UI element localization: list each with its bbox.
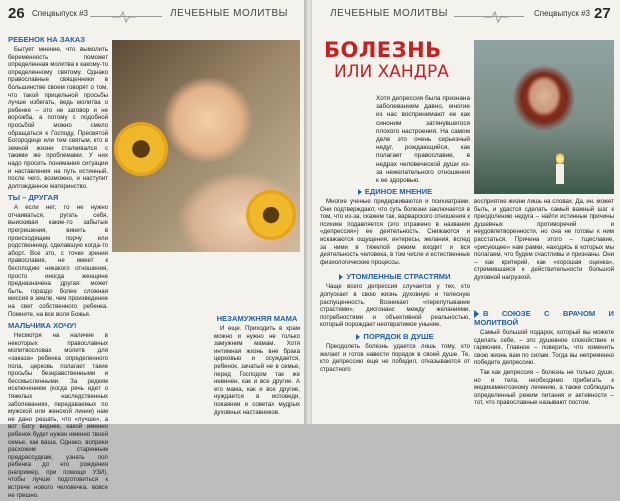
pulse-line-icon [112, 11, 136, 23]
candle-flame-image [556, 152, 564, 164]
woman-with-candle-photo [474, 40, 614, 194]
triangle-arrow-icon [474, 310, 479, 318]
section-heading: В СОЮЗЕ С ВРАЧОМ И МОЛИТВОЙ [474, 309, 614, 327]
paragraph: Несмотря на наличие в некоторых православных молитвословах молитв для «заказа» ребенка определенного пола, церковь полагает такие просьбы безнравственными и бессмысленными. За редким исключением (когда речь идет о тяжелых наследственных заболеваниях, передаваемых по мужской или женской линии) нам не дано решать, что «лучше», а вот Богу виднее, какой именно ребенок будет нужен именно твоей семье, как ваша. Однако, вопреки расхожим старинным предрассудкам, узнать пол ребенка до его рождения (например, при помощи УЗИ), чтобы лучше подготовиться к встрече нового человечка, вовсе не грешно. [8, 332, 109, 499]
left-issue-label: Спецвыпуск #3 [32, 9, 89, 18]
right-page-header [312, 0, 620, 26]
paragraph: Бытует мнение, что вымолить беременность поможет определенная молитва к какому-то определенному святому. Однако православные священники в большинстве своем говорят о том, что такой прицельной просьбы лучше избегать, ведь молитва о ребенке – это не заговор и не ворожба, а потому с подобной просьбой можно смело обращаться к Господу, Пресвятой Богородице или тем святым, кто в земной жизни сталкивался с такими же проблемами. У них надо просить понимания ситуации и наставления на путь истинный, после чего, возможно, и наступит долгожданное материнство. [8, 46, 108, 190]
section-heading: ЕДИНОЕ МНЕНИЕ [320, 187, 470, 196]
right-issue-label: Спецвыпуск #3 [534, 9, 591, 18]
section-heading: ТЫ – ДРУГАЯ [8, 193, 59, 203]
right-page-number: 27 [594, 5, 611, 22]
section-heading: НЕЗАМУЖНЯЯ МАМА [216, 314, 298, 323]
paragraph: Многие ученые придерживаются и психиатрами. Они подтверждают, что суть болезни заключается в том, что из-за, скажем так, варварского отношения к психике подавляется (это отражено в названии «депрессия») ее деятельность. Снижаются и искажаются ощущения, интересы, желания, вслед за ними в тяжелой режим входит и вся деятельность человека, в том числе и естественные физиологические процессы. [320, 198, 470, 266]
paragraph: А если нет, то не нужно отчаиваться, ругать себя, выискивая какие-то забытые прегрешения, винить в происходящем порчу или родственницу, сделавшую когда-то аборт. Все это, с точки зрения православия, не имеет к бесплодию никакого отношения, просто иногда женщине предназначена другая: может быть, гораздо более сложная миссия в земле, чем произведение на свет собственного ребенка. Помните, на все воля Божья. [8, 204, 108, 318]
lead-paragraph: Хотя депрессия была признана заболеванием давно, многие из нас воспринимают ее как синоним затянувшегося плохого настроения. На самом деле это очень серьезный недуг, рождающийся, как полагает православие, в недрах человеческой души из-за нежелательного отношения к ее здоровью. [376, 95, 470, 185]
left-page-number: 26 [8, 5, 25, 22]
left-category-label: ЛЕЧЕБНЫЕ МОЛИТВЫ [170, 8, 289, 19]
candle-image [556, 164, 564, 184]
paragraph: Преодолеть болезнь удается лишь тому, кто желает и готов навести порядок в своей душе. Те, кто депрессию еще не победил, отказываются от страстного [320, 342, 470, 373]
pulse-line-icon [484, 11, 508, 23]
paragraph: Так как депрессия – болезнь не только души, но и тела, необходимо прибегать к медикаментозному лечению, а также соблюдать определенный режим питания и активности – тот, что православные называют постом. [474, 368, 614, 407]
section-heading: ПОРЯДОК В ДУШЕ [320, 332, 470, 341]
paragraph: Самый большой подарок, который вы можете сделать себе, – это душевное спокойствие и гармония. Главное – поверить, что изменить свою жизнь вам по силам. Тогда вы непременно победите депрессию. [474, 329, 614, 367]
paragraph: И еще. Приходить в храм можно и нужно не только замужним мамам. Хотя интимная жизнь вне брака церковью и осуждается, ребенок, зачатый не в семье, перед Господом так же невинен, как и все другие. А его мама, как и все другие, нуждается в исповеди, покаянии и советах мудрых духовных наставников. [214, 325, 300, 416]
section-heading: РЕБЕНОК НА ЗАКАЗ [8, 35, 85, 44]
paragraph: Чаще всего депрессия случается у тех, кто допускает в свою жизнь духовную и телесную распущенность. Возникает «перепутывание страстями», дисгонанс между желаниями, потребностями и объективной реальностью, который порождает неотвратимое уныние. [320, 283, 470, 329]
left-column-3 [214, 256, 300, 418]
triangle-arrow-icon [356, 334, 360, 340]
triangle-arrow-icon [339, 274, 343, 280]
right-page [312, 0, 620, 424]
right-column-2-top: восприятие жизни лишь на словах. Да, ин. может быть, и удастся сделать самый важный шаг к преодолению недуга – найти истинные причины душевных противоречий и неудовлетворенности, но она не готовы к ним расстаться. Причина этого – тщеславие, «рисующее» нам рамки, находясь в которых мы полагаем, что будем счастливы и признаны. Они – как критерий, как «хорошая оценка», стремившаяся к действительности большой духовной нагрузкой. [474, 198, 614, 281]
section-heading: УТОМЛЕННЫЕ СТРАСТЯМИ [320, 272, 470, 281]
article-subtitle: ИЛИ ХАНДРА [334, 62, 449, 82]
left-column-1 [8, 32, 108, 501]
triangle-arrow-icon [358, 189, 362, 195]
right-category-label: ЛЕЧЕБНЫЕ МОЛИТВЫ [330, 8, 449, 19]
section-heading: МАЛЬЧИКА ХОЧУ! [8, 321, 77, 331]
sunflower-image [246, 190, 296, 240]
left-page-header [0, 0, 306, 26]
right-column-1 [320, 184, 470, 375]
left-page [0, 0, 306, 499]
sunflower-image [114, 122, 168, 176]
article-title: БОЛЕЗНЬ [324, 38, 442, 62]
baby-photo [112, 40, 300, 252]
right-column-2 [474, 306, 614, 409]
